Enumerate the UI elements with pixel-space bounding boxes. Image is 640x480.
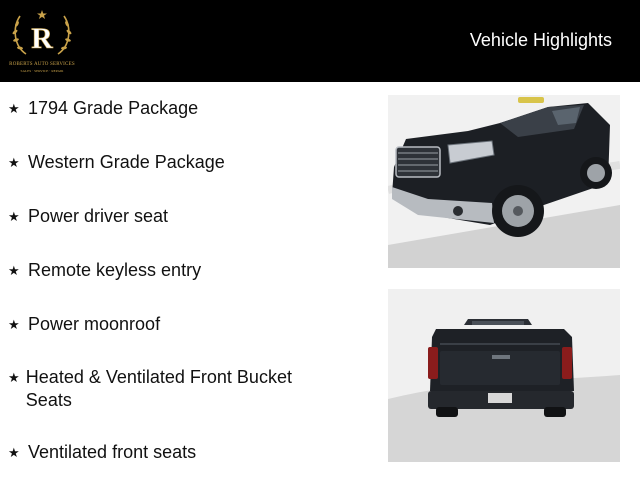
feature-item	[8, 259, 358, 283]
feature-label: 1794 Grade Package	[28, 98, 199, 118]
feature-label: Western Grade Package	[28, 152, 225, 172]
page-title: Vehicle Highlights	[469, 30, 612, 50]
feature-label: Power driver seat	[28, 206, 169, 226]
feature-label: Ventilated front seats	[28, 442, 197, 462]
dealer-name: ROBERTS AUTO SERVICES	[9, 62, 75, 67]
truck-rear-photo[interactable]	[388, 289, 620, 462]
star-icon: ★	[8, 317, 20, 332]
truck-rear-icon	[388, 289, 620, 462]
dealer-tagline: SALES · SERVICE · REPAIR	[20, 69, 64, 73]
logo-letter: R	[31, 22, 53, 55]
feature-item	[8, 151, 358, 175]
feature-label: Remote keyless entry	[28, 260, 202, 280]
star-icon: ★	[8, 155, 20, 170]
feature-list	[0, 82, 370, 480]
truck-front-photo[interactable]	[388, 95, 620, 268]
feature-item	[8, 313, 358, 337]
star-icon: ★	[8, 263, 20, 278]
feature-item	[8, 441, 358, 465]
truck-front-icon	[388, 95, 620, 268]
laurel-r-icon	[6, 6, 78, 62]
dealer-logo[interactable]	[6, 6, 78, 76]
star-icon: ★	[8, 370, 20, 385]
feature-label: Heated & Ventilated Front Bucket Seats	[25, 367, 292, 410]
star-icon: ★	[8, 445, 20, 460]
feature-item	[8, 97, 358, 121]
star-icon: ★	[8, 209, 20, 224]
feature-item	[8, 205, 358, 229]
star-icon: ★	[8, 101, 20, 116]
feature-item	[8, 366, 308, 412]
feature-label: Power moonroof	[28, 314, 161, 334]
header-bar	[0, 0, 640, 82]
